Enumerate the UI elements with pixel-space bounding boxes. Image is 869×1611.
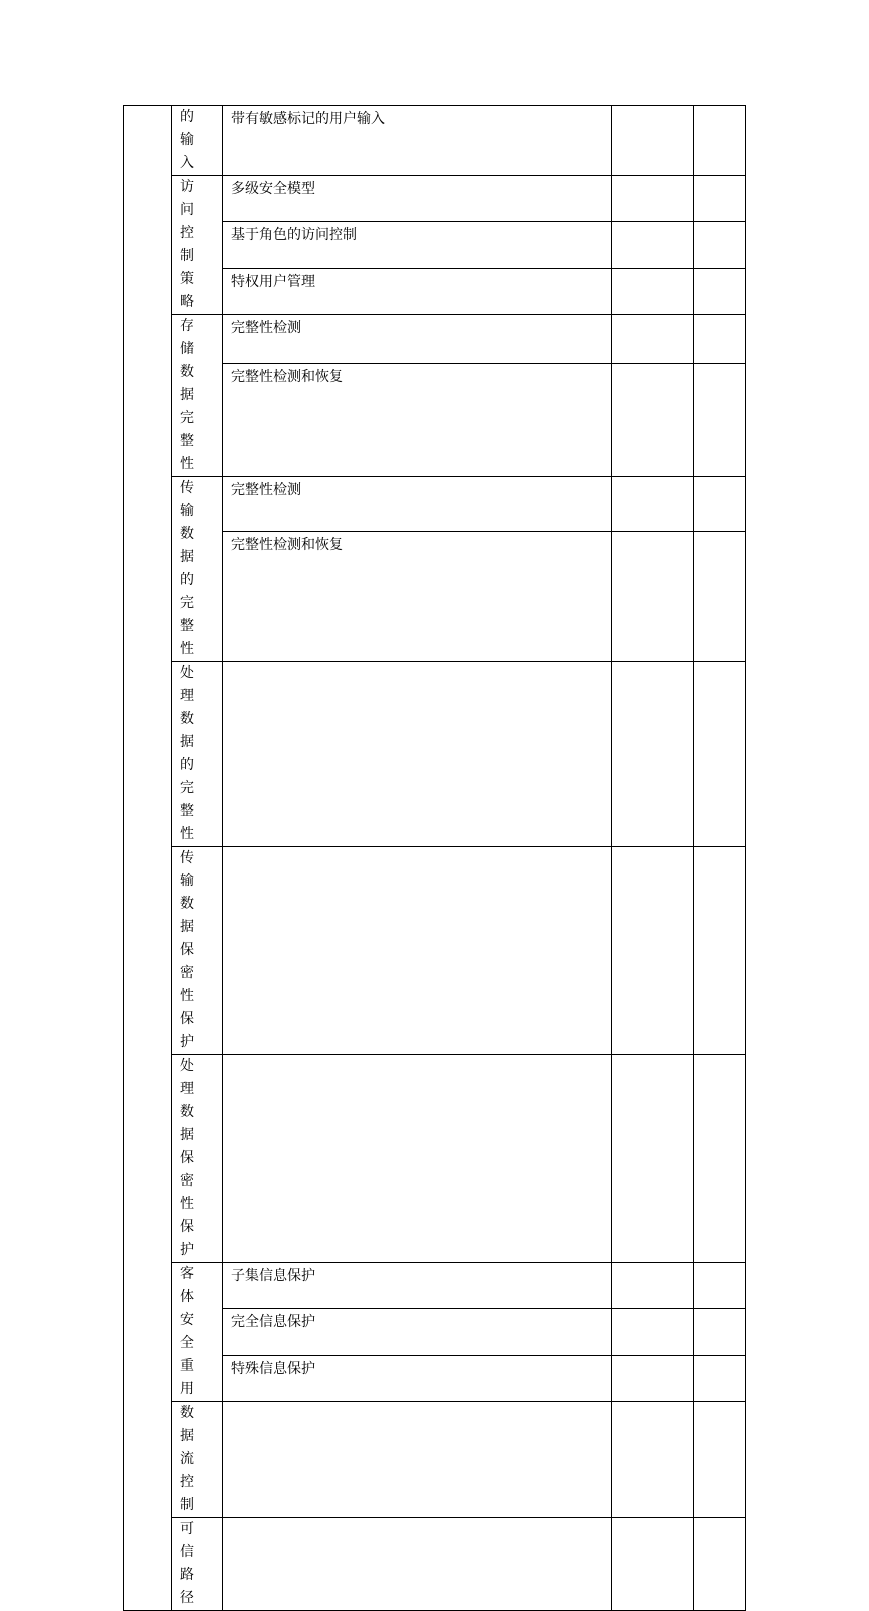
empty-cell: [694, 847, 746, 1055]
empty-cell: [612, 222, 694, 268]
category-cell: 数据流控制: [172, 1402, 223, 1518]
empty-cell: [694, 1309, 746, 1355]
table-row: [124, 106, 746, 176]
group-column-cell: [124, 106, 172, 1611]
item-cell: 子集信息保护: [223, 1263, 612, 1309]
item-cell: 带有敏感标记的用户输入: [223, 106, 612, 176]
table-row: [124, 847, 746, 1055]
category-cell: 可信路径: [172, 1518, 223, 1611]
table-row: [124, 662, 746, 847]
category-cell: 的输入: [172, 106, 223, 176]
empty-cell: [612, 847, 694, 1055]
item-cell: [223, 1055, 612, 1263]
empty-cell: [612, 662, 694, 847]
empty-cell: [612, 364, 694, 477]
item-cell: 基于角色的访问控制: [223, 222, 612, 268]
category-cell: 处理数据的完整性: [172, 662, 223, 847]
item-cell: 完全信息保护: [223, 1309, 612, 1355]
empty-cell: [612, 1055, 694, 1263]
empty-cell: [694, 222, 746, 268]
item-cell: 特殊信息保护: [223, 1355, 612, 1401]
empty-cell: [694, 315, 746, 364]
empty-cell: [612, 1263, 694, 1309]
empty-cell: [612, 268, 694, 314]
empty-cell: [612, 531, 694, 661]
item-cell: [223, 847, 612, 1055]
empty-cell: [694, 268, 746, 314]
item-cell: [223, 662, 612, 847]
empty-cell: [694, 106, 746, 176]
empty-cell: [694, 477, 746, 532]
empty-cell: [612, 106, 694, 176]
item-cell: [223, 1402, 612, 1518]
empty-cell: [612, 315, 694, 364]
empty-cell: [612, 1309, 694, 1355]
empty-cell: [694, 1263, 746, 1309]
table-row: [124, 1518, 746, 1611]
item-cell: 多级安全模型: [223, 176, 612, 222]
empty-cell: [694, 1355, 746, 1401]
empty-cell: [612, 1402, 694, 1518]
category-cell: 传输数据的完整性: [172, 477, 223, 662]
category-cell: 客体安全重用: [172, 1263, 223, 1402]
category-cell: 处理数据保密性保护: [172, 1055, 223, 1263]
table-row: [124, 176, 746, 222]
empty-cell: [694, 531, 746, 661]
item-cell: [223, 1518, 612, 1611]
table-row: [124, 477, 746, 532]
empty-cell: [612, 1355, 694, 1401]
empty-cell: [694, 1055, 746, 1263]
item-cell: 完整性检测和恢复: [223, 364, 612, 477]
category-cell: 存储数据完整性: [172, 315, 223, 477]
table-row: [124, 315, 746, 364]
table-row: [124, 1402, 746, 1518]
table-row: [124, 1055, 746, 1263]
empty-cell: [694, 1518, 746, 1611]
table-row: [124, 1263, 746, 1309]
empty-cell: [694, 364, 746, 477]
empty-cell: [612, 1518, 694, 1611]
empty-cell: [612, 477, 694, 532]
category-cell: 传输数据保密性保护: [172, 847, 223, 1055]
item-cell: 完整性检测: [223, 315, 612, 364]
item-cell: 完整性检测: [223, 477, 612, 532]
empty-cell: [612, 176, 694, 222]
empty-cell: [694, 1402, 746, 1518]
category-cell: 访问控制策略: [172, 176, 223, 315]
item-cell: 特权用户管理: [223, 268, 612, 314]
empty-cell: [694, 176, 746, 222]
security-requirements-table: [123, 105, 746, 1611]
empty-cell: [694, 662, 746, 847]
item-cell: 完整性检测和恢复: [223, 531, 612, 661]
